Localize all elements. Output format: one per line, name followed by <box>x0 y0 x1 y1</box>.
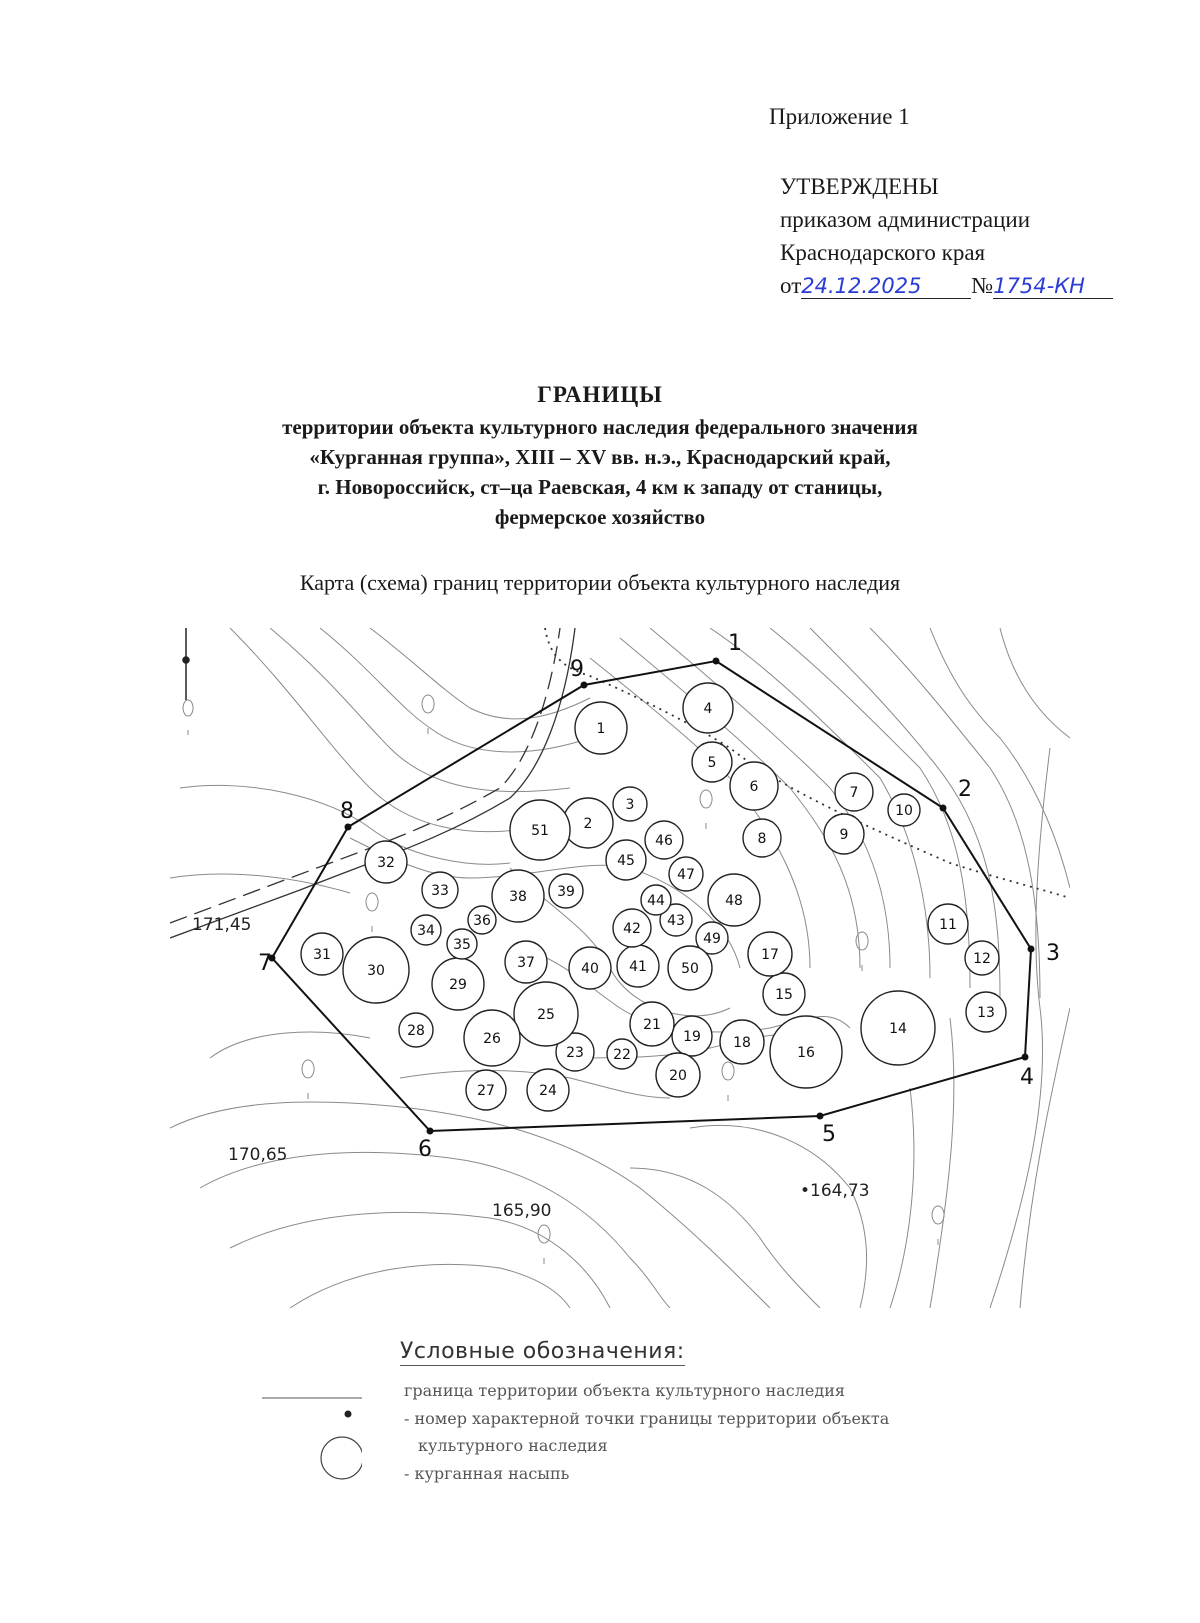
burial-mound <box>617 945 659 987</box>
burial-mound <box>743 819 781 857</box>
mound-label: 23 <box>566 1045 584 1061</box>
legend-point-text: - номер характерной точки границы территории объекта <box>404 1409 890 1428</box>
boundary-point-label: 7 <box>258 951 272 976</box>
burial-mound <box>343 937 409 1003</box>
mound-label: 21 <box>643 1017 661 1033</box>
legend-title: Условные обозначения: <box>400 1339 685 1364</box>
boundary-point <box>817 1113 837 1148</box>
burial-mound <box>492 870 544 922</box>
mound-label: 46 <box>655 833 673 849</box>
mound-label: 5 <box>707 755 717 771</box>
burial-mound <box>569 947 611 989</box>
mound-label: 9 <box>839 827 849 843</box>
burial-mound <box>730 762 778 810</box>
mound-label: 16 <box>797 1045 815 1061</box>
mound-label: 20 <box>669 1068 687 1084</box>
boundary-point-label: 1 <box>728 631 742 656</box>
mound-label: 22 <box>613 1047 631 1063</box>
boundary-point-label: 9 <box>570 657 584 682</box>
burial-mound <box>965 941 999 975</box>
document-title <box>150 380 1050 532</box>
mound-label: 41 <box>629 959 647 975</box>
burial-mound <box>708 874 760 926</box>
mound-label: 24 <box>539 1083 557 1099</box>
mound-label: 25 <box>537 1007 555 1023</box>
burial-mound <box>505 941 547 983</box>
mound-label: 2 <box>583 816 593 832</box>
burial-mound <box>607 1039 637 1069</box>
burial-mound <box>447 929 477 959</box>
burial-mound <box>527 1069 569 1111</box>
legend-mound-symbol <box>321 1437 362 1479</box>
mound-label: 30 <box>367 963 385 979</box>
mound-label: 17 <box>761 947 779 963</box>
burial-mound <box>563 798 613 848</box>
mound-label: 47 <box>677 867 695 883</box>
burial-mound <box>464 1010 520 1066</box>
burial-mound <box>549 874 583 908</box>
boundary-point-label: 5 <box>822 1122 836 1147</box>
mound-label: 44 <box>647 893 665 909</box>
mound-label: 18 <box>733 1035 751 1051</box>
mound-label: 31 <box>313 947 331 963</box>
burial-mound <box>399 1013 433 1047</box>
burial-mound <box>514 982 578 1046</box>
boundary-point <box>1020 1054 1034 1091</box>
title-line-2: «Курганная группа», XIII – XV вв. н.э., Краснодарский край, <box>309 445 891 469</box>
burial-mound <box>606 840 646 880</box>
burial-mound <box>692 742 732 782</box>
appendix-label: Приложение 1 <box>769 104 910 129</box>
order-number: 1754-КН <box>993 274 1113 299</box>
legend-boundary-text: граница территории объекта культурного наследия <box>404 1381 846 1400</box>
mound-label: 50 <box>681 961 699 977</box>
burial-mound <box>763 973 805 1015</box>
burial-mound <box>928 904 968 944</box>
elevation-label: 170,65 <box>228 1145 288 1165</box>
mound-label: 7 <box>849 785 859 801</box>
mound-label: 26 <box>483 1031 501 1047</box>
mound-label: 38 <box>509 889 527 905</box>
mound-label: 29 <box>449 977 467 993</box>
burial-mound <box>683 683 733 733</box>
order-date: 24.12.2025 <box>801 274 971 299</box>
mound-label: 8 <box>757 831 767 847</box>
legend-point-text-2: культурного наследия <box>418 1436 608 1455</box>
mound-label: 51 <box>531 823 549 839</box>
order-line-1: приказом администрации <box>780 207 1031 232</box>
burial-mound <box>575 702 627 754</box>
legend-point-symbol <box>345 1411 352 1418</box>
legend-mound-text: - курганная насыпь <box>404 1464 570 1483</box>
title-line-3: г. Новороссийск, ст–ца Раевская, 4 км к западу от станицы, <box>317 475 883 499</box>
road-lines <box>170 628 1070 938</box>
burial-mound <box>668 946 712 990</box>
order-date-line <box>780 269 1113 302</box>
mound-label: 35 <box>453 937 471 953</box>
burial-mound <box>861 991 935 1065</box>
mound-label: 4 <box>703 701 713 717</box>
title-line-4: фермерское хозяйство <box>494 505 706 529</box>
burial-mound <box>835 773 873 811</box>
burial-mound <box>888 794 920 826</box>
mound-label: 10 <box>895 803 913 819</box>
mound-label: 32 <box>377 855 395 871</box>
boundary-point <box>258 951 276 976</box>
burial-mound <box>770 1016 842 1088</box>
mound-label: 33 <box>431 883 449 899</box>
boundary-point <box>1028 941 1061 966</box>
title-line-1: территории объекта культурного наследия федерального значения <box>282 415 918 439</box>
burial-mound <box>411 915 441 945</box>
burial-mound <box>365 841 407 883</box>
mound-label: 19 <box>683 1029 701 1045</box>
mound-label: 45 <box>617 853 635 869</box>
burial-mounds <box>301 683 1006 1111</box>
mound-label: 15 <box>775 987 793 1003</box>
burial-mound <box>613 787 647 821</box>
burial-mound <box>510 800 570 860</box>
burial-mound <box>669 857 703 891</box>
elevation-label: •164,73 <box>800 1181 870 1201</box>
burial-mound <box>422 872 458 908</box>
elevation-label: 165,90 <box>492 1201 552 1221</box>
burial-mound <box>432 958 484 1010</box>
burial-mound <box>672 1016 712 1056</box>
burial-mound <box>301 933 343 975</box>
mound-label: 11 <box>939 917 957 933</box>
boundary-point <box>418 1128 434 1163</box>
burial-mound <box>613 909 651 947</box>
north-arrow-icon <box>183 628 189 700</box>
mound-label: 1 <box>596 721 606 737</box>
mound-label: 39 <box>557 884 575 900</box>
tree-icon <box>183 695 944 1264</box>
title-main: ГРАНИЦЫ <box>537 382 663 407</box>
mound-label: 43 <box>667 913 685 929</box>
burial-mound <box>656 1053 700 1097</box>
burial-mound <box>645 821 683 859</box>
burial-mound <box>466 1070 506 1110</box>
mound-label: 48 <box>725 893 743 909</box>
legend-symbols <box>262 1376 362 1486</box>
boundary-point-label: 8 <box>340 799 354 824</box>
burial-mound <box>966 992 1006 1032</box>
mound-label: 36 <box>473 913 491 929</box>
boundary-point <box>713 631 743 665</box>
burial-mound <box>468 906 496 934</box>
mound-label: 40 <box>581 961 599 977</box>
boundary-point-label: 2 <box>958 777 972 802</box>
mound-label: 42 <box>623 921 641 937</box>
order-line-2: Краснодарского края <box>780 240 986 265</box>
mound-label: 14 <box>889 1021 907 1037</box>
burial-mound <box>720 1020 764 1064</box>
burial-mound <box>630 1002 674 1046</box>
mound-label: 37 <box>517 955 535 971</box>
mound-label: 28 <box>407 1023 425 1039</box>
burial-mound <box>748 932 792 976</box>
mound-label: 27 <box>477 1083 495 1099</box>
site-map <box>170 628 1070 1308</box>
date-prefix: от <box>780 273 802 298</box>
approved-label: УТВЕРЖДЕНЫ <box>780 174 939 199</box>
burial-mound <box>824 814 864 854</box>
boundary-point <box>570 657 588 689</box>
approval-block <box>780 170 1113 302</box>
mound-label: 34 <box>417 923 435 939</box>
mound-label: 6 <box>749 779 759 795</box>
elevation-label: 171,45 <box>192 915 252 935</box>
boundary-point-label: 6 <box>418 1137 432 1162</box>
number-prefix: № <box>971 273 994 298</box>
mound-label: 13 <box>977 1005 995 1021</box>
mound-label: 12 <box>973 951 991 967</box>
boundary-point-label: 4 <box>1020 1065 1034 1090</box>
burial-mound <box>641 885 671 915</box>
map-subtitle: Карта (схема) границ территории объекта культурного наследия <box>299 570 901 595</box>
boundary-point-label: 3 <box>1046 941 1060 966</box>
mound-label: 49 <box>703 931 721 947</box>
mound-label: 3 <box>625 797 635 813</box>
